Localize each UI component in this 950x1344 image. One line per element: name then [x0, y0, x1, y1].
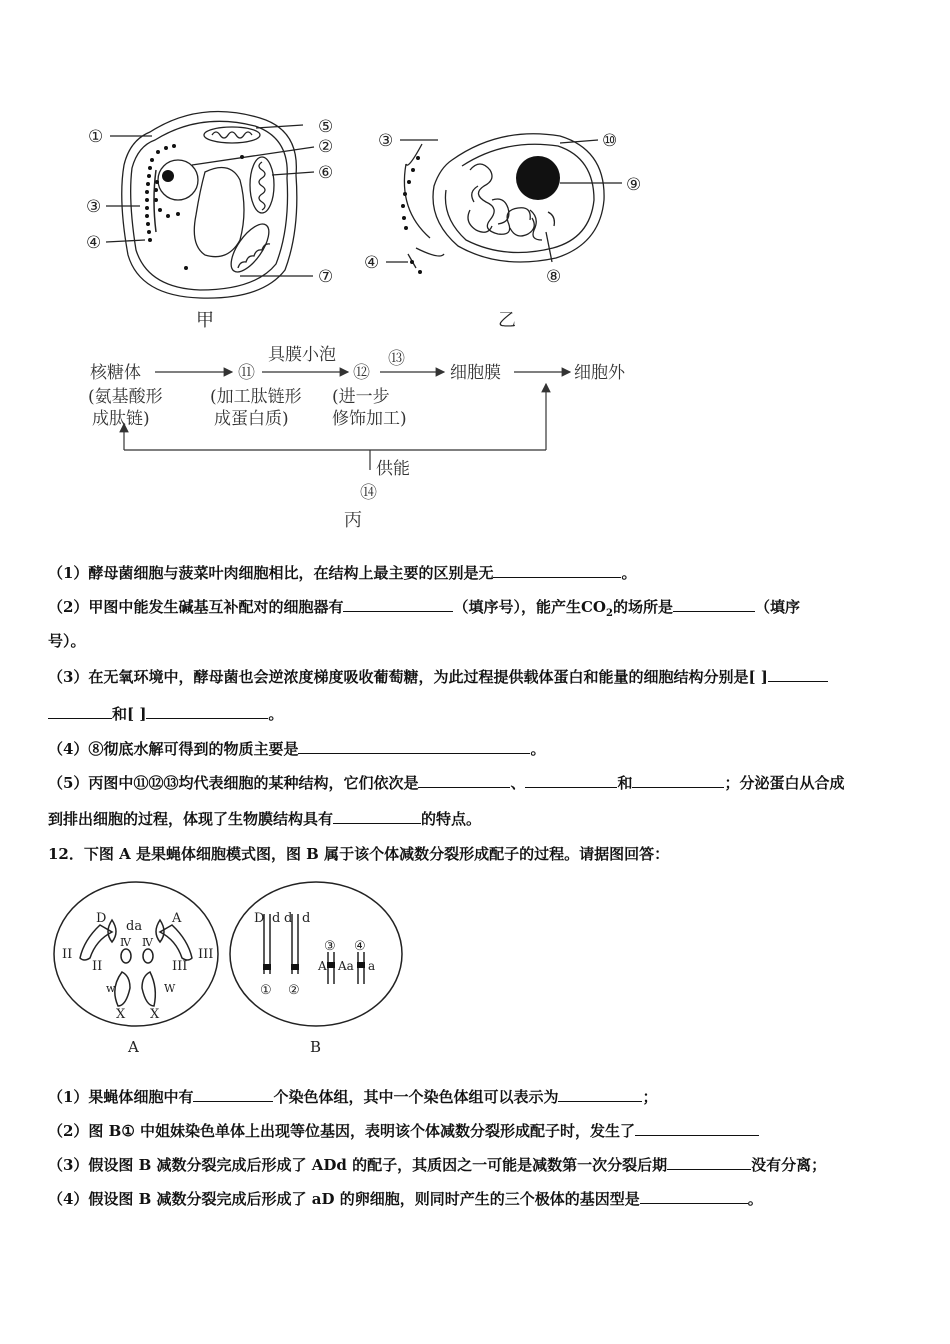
answer-blank[interactable] — [768, 667, 828, 682]
q11-p1-text: （1）酵母菌细胞与菠菜叶肉细胞相比，在结构上最主要的区别是无 — [48, 564, 494, 582]
vacuole — [194, 168, 244, 257]
nuclear-envelope — [433, 134, 604, 262]
q11-p4-end: 。 — [530, 740, 546, 758]
b-label-d: d — [272, 911, 281, 926]
flow-vesicle: 具膜小泡 — [268, 345, 336, 365]
a-label-D: D — [96, 911, 107, 926]
answer-blank[interactable] — [333, 809, 421, 824]
b-label-4: ④ — [354, 939, 366, 954]
q11-p5-end: 的特点。 — [421, 810, 482, 828]
q11-p3-text: （3）在无氧环境中，酵母菌也会逆浓度梯度吸收葡萄糖，为此过程提供载体蛋白和能量的细胞结构分别是[ ] — [48, 668, 768, 686]
a-label-w: w — [106, 982, 116, 995]
q11-part2-cont — [48, 630, 86, 651]
answer-blank[interactable] — [667, 1155, 751, 1170]
chloroplast — [224, 218, 276, 278]
flow-ribosome: 核糖体 — [90, 363, 141, 383]
q12-p3-text: （3）假设图 B 减数分裂完成后形成了 ADd 的配子，其质因之一可能是减数第一次分裂后期 — [48, 1156, 668, 1174]
flow-energy: 供能 — [376, 459, 410, 479]
label-7: ⑦ — [318, 267, 334, 287]
q11-part4 — [48, 738, 545, 759]
q12-part1 — [48, 1086, 657, 1107]
q11-p4-text: （4）⑧彻底水解可得到的物质主要是 — [48, 740, 299, 758]
cell-a-outline — [54, 882, 218, 1026]
q12-part2 — [48, 1120, 759, 1141]
label-4: ④ — [86, 233, 102, 253]
answer-blank[interactable] — [298, 739, 530, 754]
q12-p1-end: ； — [642, 1088, 658, 1106]
caption-yi: 乙 — [498, 310, 516, 331]
flow-s12-note-1: (进一步 — [332, 387, 390, 407]
answer-blank[interactable] — [146, 704, 268, 719]
a-label-II: II — [92, 959, 103, 974]
flow-s11-note-2: 成蛋白质) — [214, 409, 289, 429]
q11-p5-sep2: 和 — [617, 774, 633, 792]
a-label-II: II — [62, 947, 73, 962]
q11-p2-text-b: （填序号），能产生 — [453, 598, 581, 616]
q12-p1-text-b: 个染色体组，其中一个染色体组可以表示为 — [273, 1088, 559, 1106]
flow-outside-cell: 细胞外 — [574, 363, 625, 383]
cell-diagram-figure — [0, 0, 950, 340]
b-label-D: D — [254, 911, 265, 926]
answer-blank[interactable] — [525, 773, 617, 788]
q12-intro — [48, 843, 669, 864]
flow-s12-note-2: 修饰加工) — [332, 409, 407, 429]
flow-cell-membrane: 细胞膜 — [450, 363, 501, 383]
chloroplast — [250, 157, 274, 213]
q11-p2-text-d: （填序 — [754, 598, 800, 616]
caption-a: A — [128, 1038, 139, 1056]
q11-p5-text-c: 到排出细胞的过程，体现了生物膜结构具有 — [48, 810, 334, 828]
caption-jia: 甲 — [196, 310, 214, 331]
q11-p2-text-c: 的场所是 — [612, 598, 673, 616]
caption-b: B — [310, 1038, 322, 1056]
label-3: ③ — [86, 197, 102, 217]
co2-text: CO — [580, 598, 606, 616]
flow-ribosome-note-2: 成肽链) — [92, 409, 150, 429]
q11-p3-text-b: 和[ ] — [112, 705, 147, 723]
q11-p5-text-b: ；分泌蛋白从合成 — [724, 774, 845, 792]
answer-blank[interactable] — [418, 773, 510, 788]
a-label-III: III — [198, 947, 214, 962]
q11-p2-text: （2）甲图中能发生碱基互补配对的细胞器有 — [48, 598, 344, 616]
q11-part5 — [48, 772, 845, 793]
nucleolus — [516, 156, 560, 200]
b-label-Aa: Aa — [338, 959, 354, 973]
flow-structure-12: ⑫ — [353, 363, 370, 383]
flow-s11-note-1: (加工肽链形 — [210, 387, 302, 407]
answer-blank[interactable] — [558, 1087, 642, 1102]
b-label-a: a — [368, 959, 376, 973]
b-label-d: d — [302, 911, 311, 926]
b-label-2: ② — [288, 983, 300, 998]
a-label-III: III — [172, 959, 188, 974]
q12-p3-text-b: 没有分离； — [751, 1156, 827, 1174]
a-label-W: W — [164, 982, 176, 995]
a-label-IV: Ⅳ — [142, 936, 153, 949]
caption-bing: 丙 — [344, 510, 362, 531]
flow-structure-13: ⑬ — [388, 349, 405, 369]
label-9: ⑨ — [626, 175, 642, 195]
b-label-1: ① — [260, 983, 272, 998]
label-1: ① — [88, 127, 104, 147]
q11-part2 — [48, 596, 800, 619]
q11-p1-end: 。 — [621, 564, 637, 582]
q11-p2-text-e: 号）。 — [48, 632, 86, 650]
b-label-d: d — [284, 911, 293, 926]
a-label-IV: Ⅳ — [120, 936, 131, 949]
answer-blank[interactable] — [343, 597, 453, 612]
q11-p5-text: （5）丙图中⑪⑫⑬均代表细胞的某种结构，它们依次是 — [48, 774, 419, 792]
q11-part5-cont — [48, 808, 481, 829]
label-10: ⑩ — [602, 131, 618, 151]
q12-part3 — [48, 1154, 826, 1175]
secretion-flow-figure — [0, 340, 950, 540]
q12-p4-text: （4）假设图 B 减数分裂完成后形成了 aD 的卵细胞，则同时产生的三个极体的基因型是 — [48, 1190, 640, 1208]
co2-subscript: 2 — [605, 608, 613, 619]
a-label-X: X — [150, 1007, 160, 1022]
q11-part3-cont — [48, 703, 283, 724]
flow-ribosome-note-1: (氨基酸形 — [88, 387, 163, 407]
q12-p2-text: （2）图 B① 中姐妹染色单体上出现等位基因，表明该个体减数分裂形成配子时，发生了 — [48, 1122, 636, 1140]
label-8: ⑧ — [546, 267, 562, 287]
q12-p4-end: 。 — [747, 1190, 763, 1208]
flow-structure-11: ⑪ — [238, 363, 255, 383]
b-label-3: ③ — [324, 939, 336, 954]
a-label-da: da — [126, 919, 143, 934]
q11-part3 — [48, 666, 828, 687]
answer-blank[interactable] — [640, 1189, 748, 1204]
q12-part4 — [48, 1188, 763, 1209]
label-2: ② — [318, 137, 334, 157]
label-5: ⑤ — [318, 117, 334, 137]
answer-blank[interactable] — [635, 1121, 759, 1136]
label-3-yi: ③ — [378, 131, 394, 151]
b-label-A: A — [318, 959, 327, 973]
flow-structure-14: ⑭ — [360, 483, 377, 503]
answer-blank[interactable] — [48, 704, 112, 719]
answer-blank[interactable] — [673, 597, 755, 612]
answer-blank[interactable] — [193, 1087, 273, 1102]
a-label-A: A — [172, 911, 182, 926]
cell-b-outline — [230, 882, 402, 1026]
q11-p5-sep1: 、 — [510, 774, 526, 792]
label-4-yi: ④ — [364, 253, 380, 273]
answer-blank[interactable] — [493, 563, 621, 578]
q12-intro-text: 12．下图 A 是果蝇体细胞模式图，图 B 属于该个体减数分裂形成配子的过程。请据图回答： — [48, 845, 670, 863]
label-6: ⑥ — [318, 163, 334, 183]
answer-blank[interactable] — [632, 773, 724, 788]
q11-p3-end: 。 — [268, 705, 284, 723]
q12-p1-text: （1）果蝇体细胞中有 — [48, 1088, 194, 1106]
q11-part1 — [48, 562, 636, 583]
a-label-X: X — [116, 1007, 126, 1022]
chromosome-figure — [0, 870, 950, 1060]
